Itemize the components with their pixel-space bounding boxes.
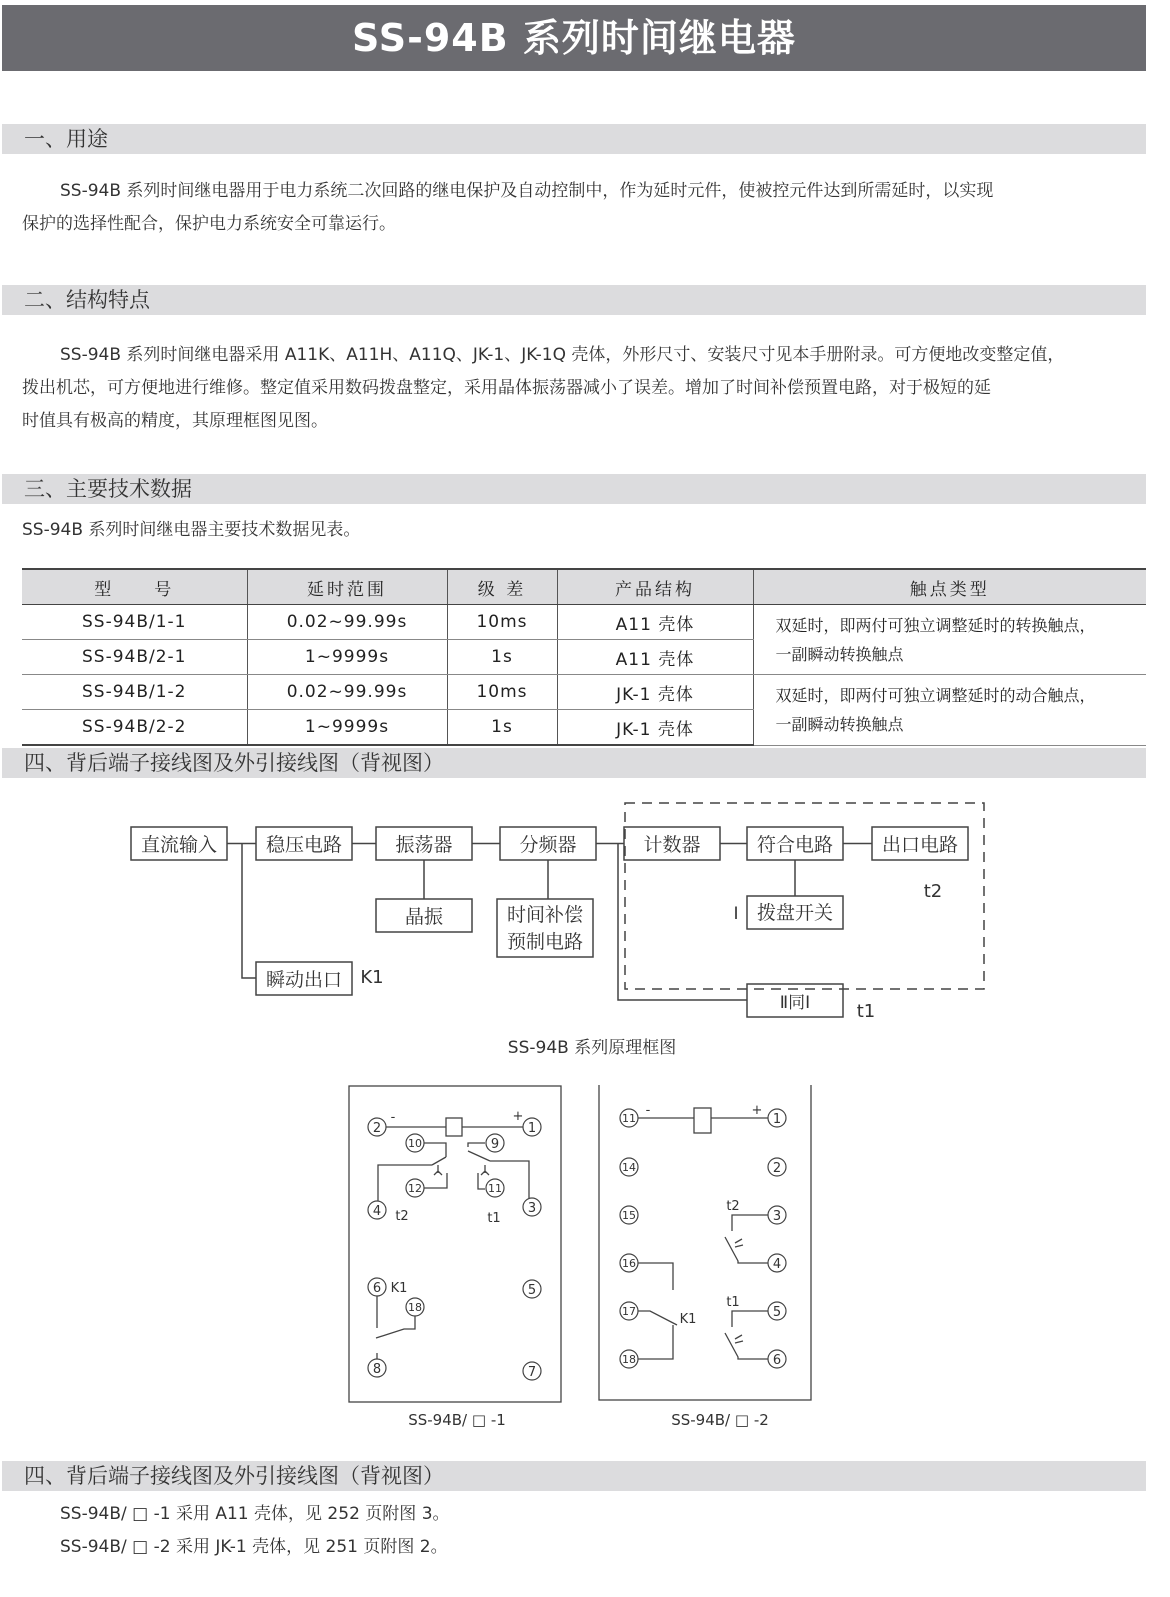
- specs-intro: SS-94B 系列时间继电器主要技术数据见表。: [22, 520, 361, 540]
- section-heading-specs: 三、主要技术数据: [2, 474, 1146, 504]
- cell-range: 1~9999s: [247, 640, 447, 675]
- text-line: 保护的选择性配合，保护电力系统安全可靠运行。: [22, 214, 396, 234]
- contact-line: 双延时，即两付可独立调整延时的动合触点，: [775, 685, 1096, 705]
- caption-jk1: SS-94B/ □ -2: [671, 1411, 769, 1429]
- cell-structure: JK-1 壳体: [557, 710, 753, 746]
- contact-t2-icon: [378, 1143, 447, 1213]
- connector: [596, 844, 747, 1001]
- terminal-6: 6: [772, 1353, 782, 1368]
- cell-range: 0.02~99.99s: [247, 675, 447, 710]
- terminal-2: 2: [772, 1161, 782, 1176]
- section-heading-wiring-notes: 四、背后端子接线图及外引接线图（背视图）: [2, 1461, 1146, 1491]
- label-dc-input: 直流输入: [140, 834, 218, 856]
- label-same: Ⅱ同Ⅰ: [779, 993, 811, 1013]
- section-heading-structure: 二、结构特点: [2, 285, 1146, 315]
- label-k1: K1: [360, 967, 384, 988]
- label-t1: t1: [856, 1001, 876, 1022]
- contact-t2-icon: [725, 1215, 768, 1263]
- terminal-2: 2: [372, 1121, 382, 1136]
- text-line: 时值具有极高的精度，其原理框图见图。: [22, 411, 328, 431]
- contact-t1-icon: [725, 1311, 768, 1359]
- wiring-notes: [60, 1498, 960, 1564]
- terminal-7: 7: [527, 1365, 537, 1380]
- contact-line: 双延时，即两付可独立调整延时的转换触点，: [775, 615, 1096, 635]
- terminal-17: 17: [622, 1305, 636, 1318]
- label-crystal: 晶振: [404, 906, 444, 928]
- cell-step: 1s: [447, 710, 557, 746]
- diagram-caption: SS-94B 系列原理框图: [507, 1038, 677, 1058]
- label-k1: K1: [390, 1281, 408, 1296]
- terminal-14: 14: [622, 1161, 636, 1174]
- label-divider: 分频器: [519, 834, 577, 856]
- section-heading-wiring: 四、背后端子接线图及外引接线图（背视图）: [2, 748, 1146, 778]
- terminal-11: 11: [488, 1182, 502, 1195]
- table-header-row: [22, 569, 1146, 605]
- cell-structure: A11 壳体: [557, 605, 753, 640]
- contact-line: 一副瞬动转换触点: [775, 714, 904, 734]
- terminal-4: 4: [372, 1204, 382, 1219]
- label-coincidence: 符合电路: [756, 834, 834, 856]
- cell-step: 1s: [447, 640, 557, 675]
- text-line: SS-94B/ □ -1 采用 A11 壳体，见 252 页附图 3。: [60, 1504, 450, 1524]
- cell-model: SS-94B/1-2: [22, 675, 247, 710]
- label-t2: t2: [726, 1199, 740, 1214]
- terminal-18: 18: [408, 1301, 422, 1314]
- label-counter: 计数器: [643, 834, 701, 856]
- text-line: SS-94B/ □ -2 采用 JK-1 壳体，见 251 页附图 2。: [60, 1537, 448, 1557]
- header-structure: 产品结构: [557, 569, 753, 605]
- label-oscillator: 振荡器: [395, 834, 453, 856]
- text-line: SS-94B 系列时间继电器用于电力系统二次回路的继电保护及自动控制中，作为延时元件，使被控元件达到所需延时，以实现: [60, 181, 994, 201]
- coil-icon: [446, 1118, 462, 1136]
- contact-line: 一副瞬动转换触点: [775, 644, 904, 664]
- table-row: [22, 675, 1146, 710]
- label-compensation-2: 预制电路: [506, 931, 584, 953]
- plus-sign: +: [751, 1103, 763, 1118]
- table-row: [22, 605, 1146, 640]
- cell-model: SS-94B/2-1: [22, 640, 247, 675]
- cell-step: 10ms: [447, 675, 557, 710]
- header-step: 级 差: [447, 569, 557, 605]
- terminal-1: 1: [527, 1121, 537, 1136]
- label-roman-1: Ⅰ: [733, 904, 739, 924]
- header-range: 延时范围: [247, 569, 447, 605]
- label-t1: t1: [487, 1211, 501, 1226]
- terminal-18: 18: [622, 1353, 636, 1366]
- terminal-10: 10: [408, 1137, 422, 1150]
- coil-icon: [694, 1108, 711, 1133]
- wiring-diagram-a11: [340, 1085, 580, 1445]
- page-title: SS-94B 系列时间继电器: [2, 5, 1146, 71]
- terminal-5: 5: [772, 1305, 782, 1320]
- spec-table: [22, 568, 1146, 746]
- label-k1: K1: [679, 1312, 697, 1327]
- terminal-16: 16: [622, 1257, 636, 1270]
- cell-model: SS-94B/2-2: [22, 710, 247, 746]
- header-model: 型 号: [22, 569, 247, 605]
- label-t2: t2: [923, 881, 943, 902]
- cell-contact: [753, 605, 1146, 675]
- terminal-15: 15: [622, 1209, 636, 1222]
- label-instant-out: 瞬动出口: [265, 969, 343, 991]
- caption-a11: SS-94B/ □ -1: [408, 1411, 506, 1429]
- terminal-11: 11: [622, 1112, 636, 1125]
- cell-range: 0.02~99.99s: [247, 605, 447, 640]
- label-t1: t1: [726, 1295, 740, 1310]
- cell-structure: A11 壳体: [557, 640, 753, 675]
- cell-contact: [753, 675, 1146, 746]
- purpose-paragraph: [22, 175, 1152, 241]
- cell-step: 10ms: [447, 605, 557, 640]
- section-heading-purpose: 一、用途: [2, 124, 1146, 154]
- terminal-5: 5: [527, 1283, 537, 1298]
- plus-sign: +: [512, 1109, 524, 1124]
- cell-range: 1~9999s: [247, 710, 447, 746]
- text-line: SS-94B 系列时间继电器采用 A11K、A11H、A11Q、JK-1、JK-1Q 壳体，外形尺寸、安装尺寸见本手册附录。可方便地改变整定值，: [60, 345, 1065, 365]
- minus-sign: -: [390, 1110, 396, 1125]
- contact-k1-icon: [638, 1263, 677, 1359]
- terminal-8: 8: [372, 1362, 382, 1377]
- terminal-3: 3: [772, 1209, 782, 1224]
- connector: [227, 844, 256, 979]
- label-dial: 拨盘开关: [756, 902, 834, 924]
- header-contact: 触点类型: [753, 569, 1146, 605]
- terminal-3: 3: [527, 1201, 537, 1216]
- label-output: 出口电路: [881, 834, 959, 856]
- text-line: 拨出机芯，可方便地进行维修。整定值采用数码拨盘整定，采用晶体振荡器减小了误差。增加了时间补偿预置电路，对于极短的延: [22, 378, 991, 398]
- wiring-diagram-jk1: [590, 1085, 830, 1445]
- minus-sign: -: [645, 1103, 651, 1118]
- label-compensation-1: 时间补偿: [506, 904, 584, 926]
- terminal-12: 12: [408, 1182, 422, 1195]
- terminal-4: 4: [772, 1257, 782, 1272]
- terminal-9: 9: [490, 1137, 500, 1152]
- terminal-6: 6: [372, 1281, 382, 1296]
- terminal-1: 1: [772, 1112, 782, 1127]
- cell-model: SS-94B/1-1: [22, 605, 247, 640]
- label-regulator: 稳压电路: [265, 834, 343, 856]
- block-diagram: [0, 790, 1170, 1070]
- label-t2: t2: [395, 1209, 409, 1224]
- structure-paragraph: [22, 339, 1152, 438]
- cell-structure: JK-1 壳体: [557, 675, 753, 710]
